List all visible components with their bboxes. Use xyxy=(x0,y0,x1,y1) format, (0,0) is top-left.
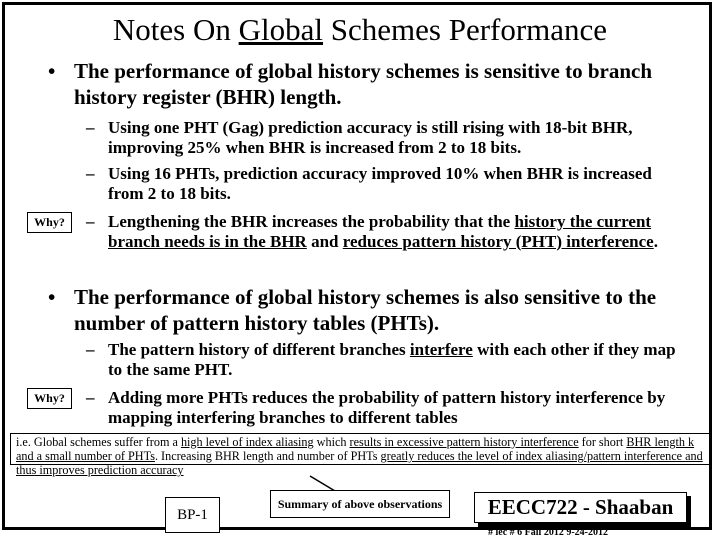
bullet-1-sub-1: – Using one PHT (Gag) prediction accuracy is still rising with 18-bit BHR, improving 25% when BHR is increased from 2 to 18 bits. xyxy=(86,118,633,157)
bullet-dot: • xyxy=(48,59,56,83)
summary-callout-box: Summary of above observations xyxy=(270,490,450,518)
bullet-dot: • xyxy=(48,285,56,309)
bullet-2-sub-1: – The pattern history of different branches interfere with each other if they map to the same PHT. xyxy=(86,340,676,379)
bullet-1-sub-2: – Using 16 PHTs, prediction accuracy improved 10% when BHR is increased from 2 to 18 bits. xyxy=(86,164,652,203)
bullet-1: • The performance of global history schemes is sensitive to branch history register (BHR) length. xyxy=(48,59,653,109)
dash-marker: – xyxy=(86,118,95,137)
course-label-box: EECC722 - Shaaban xyxy=(474,492,687,523)
footer-text: # lec # 6 Fall 2012 9-24-2012 xyxy=(488,527,608,538)
bullet-1-sub-3: – Lengthening the BHR increases the probability that the history the current branch needs is in the BHR and reduces pattern history (PHT) interference. xyxy=(86,212,658,251)
bp-label-box: BP-1 xyxy=(165,497,220,533)
why-box-1: Why? xyxy=(27,212,72,233)
summary-note: i.e. Global schemes suffer from a high level of index aliasing which results in excessive pattern history interference for short BHR length k and a small number of PHTs. Increasing BHR length and number of PHTs greatly reduces the level of index aliasing/pattern interference and thus improves prediction accuracy xyxy=(10,433,710,465)
bullet-2-sub-2: – Adding more PHTs reduces the probability of pattern history interference by mapping interfering branches to different tables xyxy=(86,388,666,427)
why-box-2: Why? xyxy=(27,388,72,409)
bullet-2: • The performance of global history schemes is also sensitive to the number of pattern history tables (PHTs). xyxy=(48,285,657,335)
dash-marker: – xyxy=(86,164,95,183)
dash-marker: – xyxy=(86,212,95,231)
dash-marker: – xyxy=(86,340,95,359)
dash-marker: – xyxy=(86,388,95,407)
slide-title: Notes On Global Schemes Performance xyxy=(112,12,608,47)
title-underlined-word: Global xyxy=(238,12,324,47)
